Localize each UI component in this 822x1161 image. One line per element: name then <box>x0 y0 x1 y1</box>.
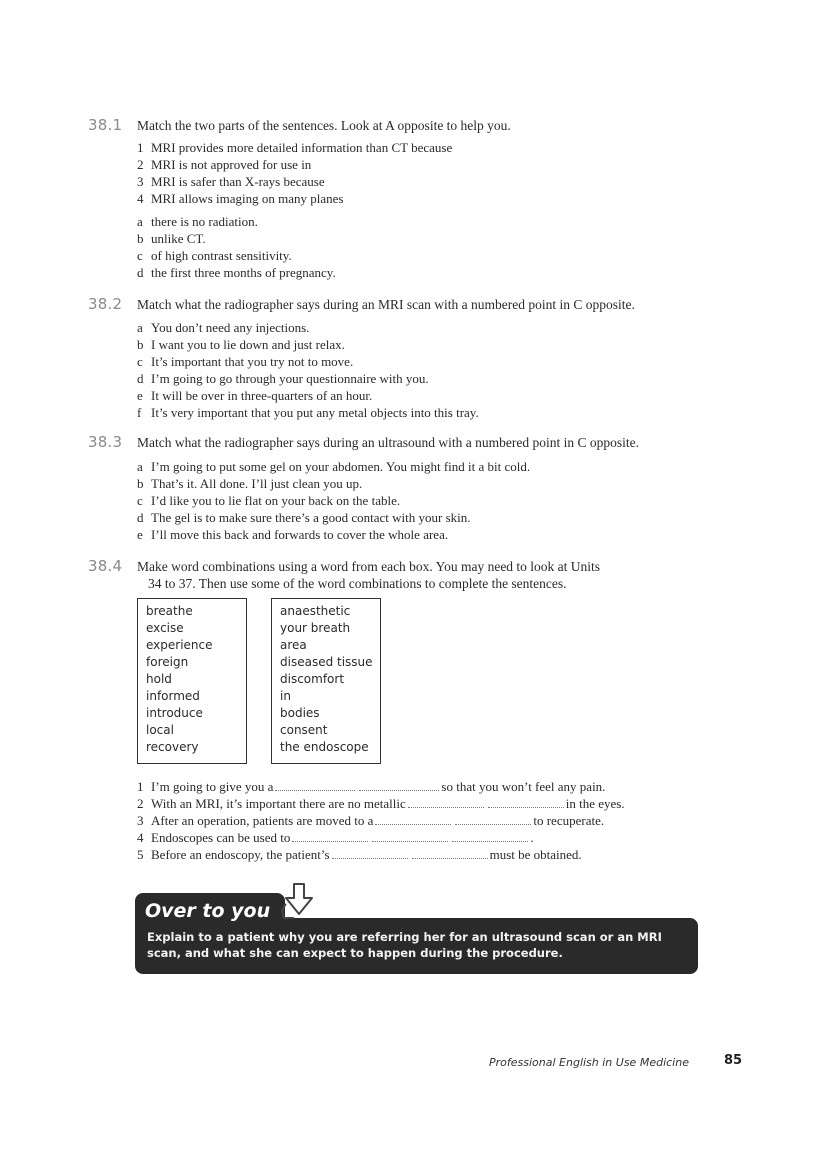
list-item: 5 Before an endoscopy, the patient’s must be obtained. <box>137 847 582 862</box>
radiographer-ultrasound-list <box>137 458 530 543</box>
word: bodies <box>280 706 320 720</box>
list-item: c of high contrast sensitivity. <box>137 248 292 263</box>
list-item: 3 After an operation, patients are moved to a to recuperate. <box>137 813 605 828</box>
list-item: d the first three months of pregnancy. <box>137 265 336 280</box>
list-item: e It will be over in three-quarters of an hour. <box>137 388 373 403</box>
exercise-number: 38.4 <box>88 557 123 575</box>
answer-blank[interactable] <box>408 797 484 808</box>
completion-sentences <box>137 778 625 863</box>
answer-blank[interactable] <box>292 831 368 842</box>
answer-blank[interactable] <box>488 797 564 808</box>
list-item: 4 Endoscopes can be used to . <box>137 830 534 845</box>
list-item: 1 I’m going to give you a so that you won’t feel any pain. <box>137 779 606 794</box>
over-to-you-title: Over to you <box>145 900 271 922</box>
word: recovery <box>146 740 199 754</box>
list-item: a You don’t need any injections. <box>137 320 310 335</box>
word: informed <box>146 689 200 703</box>
word: the endoscope <box>280 740 369 754</box>
exercise-number: 38.2 <box>88 295 123 313</box>
list-item: c It’s important that you try not to move. <box>137 354 354 369</box>
over-to-you-text: Explain to a patient why you are referring her for an ultrasound scan or an MRI scan, and what she can expect to happen during the procedure. <box>147 930 662 960</box>
exercise-instruction: Make word combinations using a word from each box. You may need to look at Units <box>137 559 601 574</box>
exercise-instruction: Match what the radiographer says during an ultrasound with a numbered point in C opposite. <box>137 435 640 450</box>
list-item: a I’m going to put some gel on your abdomen. You might find it a bit cold. <box>137 459 531 474</box>
answer-blank[interactable] <box>332 848 408 859</box>
list-item: b I want you to lie down and just relax. <box>137 337 345 352</box>
list-item: 1 MRI provides more detailed information than CT because <box>137 140 453 155</box>
answer-blank[interactable] <box>412 848 488 859</box>
exercise-number: 38.3 <box>88 433 123 451</box>
word: discomfort <box>280 672 345 686</box>
exercise-instruction: Match the two parts of the sentences. Look at A opposite to help you. <box>137 118 511 133</box>
answer-blank[interactable] <box>372 831 448 842</box>
exercise-instruction: Match what the radiographer says during an MRI scan with a numbered point in C opposite. <box>137 297 635 312</box>
word: area <box>280 638 307 652</box>
list-item: f It’s very important that you put any metal objects into this tray. <box>137 405 479 420</box>
list-item: c I’d like you to lie flat on your back on the table. <box>137 493 401 508</box>
list-item: 2 MRI is not approved for use in <box>137 157 312 172</box>
word: local <box>146 723 174 737</box>
exercise-number: 38.1 <box>88 116 123 134</box>
list-item: d I’m going to go through your questionnaire with you. <box>137 371 429 386</box>
list-item: 2 With an MRI, it’s important there are no metallic in the eyes. <box>137 796 625 811</box>
word: breathe <box>146 604 193 618</box>
answer-blank[interactable] <box>359 780 439 791</box>
list-item: e I’ll move this back and forwards to cover the whole area. <box>137 527 449 542</box>
word: diseased tissue <box>280 655 373 669</box>
word: hold <box>146 672 172 686</box>
list-item: 3 MRI is safer than X-rays because <box>137 174 325 189</box>
word: consent <box>280 723 328 737</box>
word: foreign <box>146 655 189 669</box>
answer-blank[interactable] <box>375 814 451 825</box>
list-item: a there is no radiation. <box>137 214 258 229</box>
word: experience <box>146 638 213 652</box>
word: anaesthetic <box>280 604 351 618</box>
word: in <box>280 689 291 703</box>
list-item: b unlike CT. <box>137 231 206 246</box>
word: introduce <box>146 706 203 720</box>
exercise-instruction-line2: 34 to 37. Then use some of the word combinations to complete the sentences. <box>148 576 567 591</box>
pointing-hand-icon <box>272 880 316 927</box>
word-box-left <box>137 598 247 764</box>
radiographer-mri-list <box>137 319 479 421</box>
word: excise <box>146 621 184 635</box>
list-item: 4 MRI allows imaging on many planes <box>137 191 344 206</box>
word: your breath <box>280 621 351 635</box>
sentence-endings-list <box>137 213 336 281</box>
answer-blank[interactable] <box>455 814 531 825</box>
answer-blank[interactable] <box>275 780 355 791</box>
word-box-right <box>271 598 381 764</box>
book-title: Professional English in Use Medicine <box>489 1056 689 1069</box>
sentence-beginnings-list <box>137 139 452 207</box>
list-item: b That’s it. All done. I’ll just clean you up. <box>137 476 363 491</box>
page-number: 85 <box>724 1053 743 1068</box>
list-item: d The gel is to make sure there’s a good contact with your skin. <box>137 510 471 525</box>
answer-blank[interactable] <box>452 831 528 842</box>
